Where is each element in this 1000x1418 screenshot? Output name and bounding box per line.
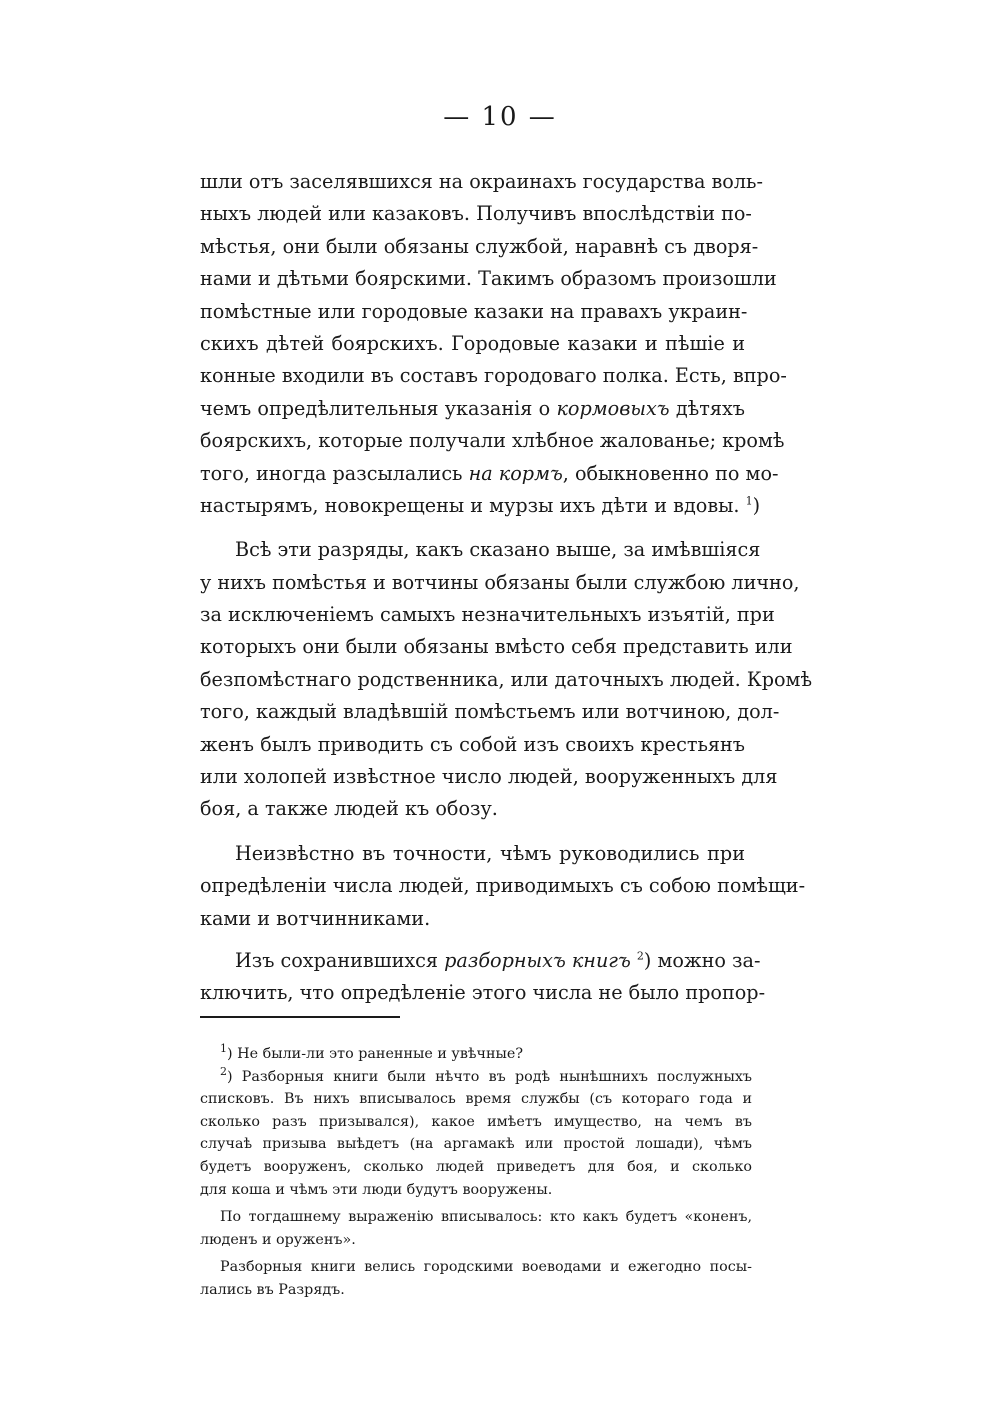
main-text <box>200 166 813 1010</box>
text-line: Всѣ эти разряды, какъ сказано выше, за имѣвшіяся <box>235 538 761 562</box>
paragraph <box>200 534 813 826</box>
footnote-divider <box>200 1016 400 1018</box>
footnote-ref: 1 <box>745 494 753 508</box>
text-run: , обыкновенно по мо- <box>562 461 779 485</box>
text-line: у нихъ помѣстья и вотчины обязаны были службою лично, <box>200 570 800 594</box>
text-line: Неизвѣстно въ точности, чѣмъ руководились при <box>235 841 745 865</box>
text-line: нами и дѣтьми боярскими. Такимъ образомъ произошли <box>200 267 777 291</box>
text-line: за исключеніемъ самыхъ незначительныхъ изъятій, при <box>200 603 775 627</box>
page-number: — 10 — <box>443 102 557 132</box>
text-line <box>200 945 761 977</box>
text-line: безпомѣстнаго родственника, или даточныхъ людей. Кромѣ <box>200 667 813 691</box>
text-line: того, каждый владѣвшій помѣстьемъ или вотчиною, дол- <box>200 700 780 724</box>
text-run: ) можно за- <box>643 948 761 972</box>
text-line: ключить, что опредѣленіе этого числа не было пропор- <box>200 981 766 1005</box>
footnote-line: списковъ. Въ нихъ вписывалось время службы (съ котораго года и <box>200 1091 752 1108</box>
footnote-line: лались въ Разрядъ. <box>200 1281 345 1298</box>
paragraph <box>200 166 787 522</box>
footnote-line <box>200 1043 752 1066</box>
footnote-ref: 2 <box>636 949 644 963</box>
text-line: конные входили въ составъ городоваго полка. Есть, впро- <box>200 364 787 388</box>
text-line: опредѣленіи числа людей, приводимыхъ съ собою помѣщи- <box>200 874 806 898</box>
italic-term: разборныхъ книгъ <box>444 948 631 972</box>
text-line: которыхъ они были обязаны вмѣсто себя представить или <box>200 635 793 659</box>
italic-term: на кормъ <box>468 461 563 485</box>
footnote-marker: 2 <box>220 1064 227 1078</box>
text-line <box>200 458 779 490</box>
text-run: чемъ опредѣлительныя указанія о <box>200 396 551 420</box>
text-line: или холопей извѣстное число людей, вооруженныхъ для <box>200 765 778 789</box>
text-run: того, иногда разсылались <box>200 461 463 485</box>
text-run: ) Не были-ли это раненные и увѣчные? <box>227 1046 523 1062</box>
footnote-line: случаѣ призыва выѣдетъ (на аргамакѣ или простой лошади), чѣмъ <box>200 1136 752 1153</box>
text-line: мѣстья, они были обязаны службой, наравнѣ съ дворя- <box>200 234 759 258</box>
paragraph <box>200 945 766 1010</box>
footnote-line: Разборныя книги велись городскими воеводами и ежегодно посы- <box>220 1259 752 1276</box>
text-line: женъ былъ приводить съ собой изъ своихъ крестьянъ <box>200 732 745 756</box>
text-line: скихъ дѣтей боярскихъ. Городовые казаки и пѣшіе и <box>200 331 745 355</box>
text-line: шли отъ заселявшихся на окраинахъ государства воль- <box>200 170 763 193</box>
footnote-marker: 1 <box>220 1042 227 1056</box>
text-line: ками и вотчинниками. <box>200 906 431 930</box>
footnote-line <box>200 1066 752 1089</box>
text-run: дѣтяхъ <box>675 396 745 420</box>
text-run: Изъ сохранившихся <box>235 948 439 972</box>
text-line: ныхъ людей или казаковъ. Получивъ впослѣдствіи по- <box>200 202 752 226</box>
text-run: настырямъ, новокрещены и мурзы ихъ дѣти и вдовы. <box>200 493 740 517</box>
text-run: ) Разборныя книги были нѣчто въ родѣ нынѣшнихъ послужныхъ <box>227 1068 752 1085</box>
text-line: боярскихъ, которые получали хлѣбное жалованье; кромѣ <box>200 429 785 453</box>
footnote-line: По тогдашнему выраженію вписывалось: кто какъ будетъ «коненъ, <box>220 1209 752 1226</box>
italic-term: кормовыхъ <box>556 396 670 420</box>
footnotes <box>200 1043 752 1302</box>
footnote-line: для коша и чѣмъ эти люди будутъ вооружены. <box>200 1181 553 1198</box>
text-line <box>200 393 745 425</box>
text-line: помѣстные или городовые казаки на правахъ украин- <box>200 299 748 323</box>
footnote-line: люденъ и оруженъ». <box>200 1231 356 1248</box>
text-run: ) <box>752 493 761 517</box>
text-line: боя, а также людей къ обозу. <box>200 797 498 821</box>
footnote-line: будетъ вооруженъ, сколько людей приведетъ для боя, и сколько <box>200 1158 752 1175</box>
paragraph <box>200 838 806 935</box>
text-line <box>200 490 761 522</box>
footnote-line: сколько разъ призывался), какое имѣетъ имущество, на чемъ въ <box>200 1113 752 1130</box>
